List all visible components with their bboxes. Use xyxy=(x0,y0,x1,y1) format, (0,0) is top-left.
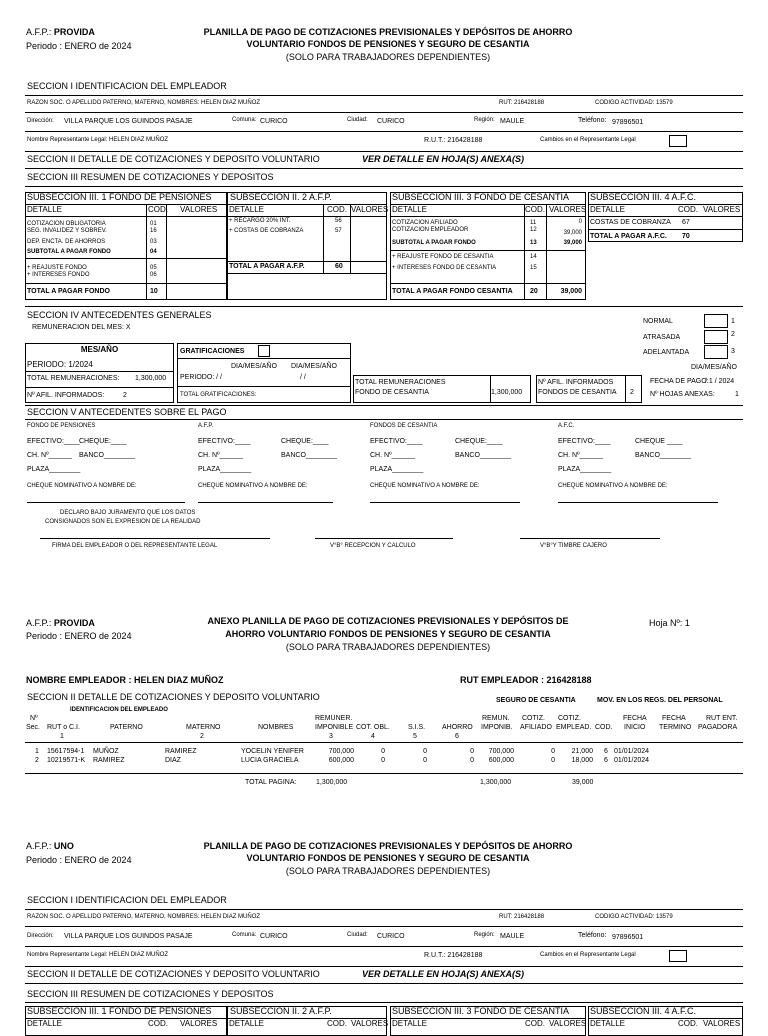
h-imponib: IMPONIB. xyxy=(481,724,513,731)
sub1-total-code: 10 xyxy=(150,288,158,295)
sub1-row: + INTERESES FONDO xyxy=(27,272,90,278)
sub1-code: 03 xyxy=(150,239,157,245)
sub1-row: COTIZACION OBLIGATORIA xyxy=(27,221,106,227)
section-1-title: SECCION I IDENTIFICACION DEL EMPLEADOR xyxy=(27,81,227,91)
p3-sub4-title: SUBSECCION III. 4 A.F.C. xyxy=(590,1006,697,1016)
table-row-cot: 0 xyxy=(381,757,385,764)
pay-ch: CH. Nº______ xyxy=(558,452,603,459)
sub4-title: SUBSECCION III. 4 A.F.C. xyxy=(590,192,697,202)
h-rut-ent: RUT ENT. xyxy=(706,715,738,722)
pay-col-title: A.F.P. xyxy=(198,423,214,429)
sub3-row: SUBTOTAL A PAGAR FONDO xyxy=(392,240,476,246)
h-paterno: PATERNO xyxy=(110,724,143,731)
pay-efectivo: EFECTIVO:____ xyxy=(198,438,251,445)
sub3-value: 0 xyxy=(578,219,582,225)
sub2-row: + RECARGO 20% INT. xyxy=(229,218,291,224)
sub3-total-value: 39,000 xyxy=(560,288,582,295)
periodo: Periodo : ENERO de 2024 xyxy=(26,41,132,51)
sub4-h-detalle: DETALLE xyxy=(590,205,625,214)
table-row-ahorro: 0 xyxy=(470,757,474,764)
pay-nominativo: CHEQUE NOMINATIVO A NOMBRE DE: xyxy=(27,483,137,489)
sub4-h-valores: VALORES xyxy=(703,205,741,214)
region-label: Región: xyxy=(474,117,495,123)
sub3-code: 12 xyxy=(530,227,537,233)
p3-telefono: 97896501 xyxy=(612,934,644,941)
p3-sub2-h-detalle: DETALLE xyxy=(229,1019,264,1028)
p3-sub1-h-valores: VALORES xyxy=(180,1019,218,1028)
declaracion-2: CONSIGNADOS SON EL EXPRESION DE LA REALIDAD xyxy=(45,519,201,525)
table-row-cod: 6 xyxy=(604,757,608,764)
p3-comuna: CURICO xyxy=(260,933,288,940)
anexo-afp-value: PROVIDA xyxy=(53,618,95,628)
section-3-title: SECCION III RESUMEN DE COTIZACIONES Y DEPOSITOS xyxy=(27,172,274,182)
p3-ver-detalle: VER DETALLE EN HOJA(S) ANEXA(S) xyxy=(362,969,525,979)
pay-efectivo: EFECTIVO:____ xyxy=(370,438,423,445)
p3-sub1-h-detalle: DETALLE xyxy=(27,1019,62,1028)
p3-razon: RAZON SOC. O APELLIDO PATERNO, MATERNO, NOMBRES: HELEN DIAZ MUÑOZ xyxy=(27,914,261,920)
nafil-ces-label: Nº AFIL. INFORMADOS xyxy=(538,379,614,386)
p3-representante: Nombre Representante Legal: HELEN DIAZ MUÑOZ xyxy=(27,952,169,958)
h-empleador: EMPLEAD. xyxy=(556,724,592,731)
h-afiliado: AFILIADO xyxy=(520,724,552,731)
p3-afp-label: A.F.P.: UNO xyxy=(26,841,74,851)
nombre-empleador: NOMBRE EMPLEADOR : HELEN DIAZ MUÑOZ xyxy=(26,675,224,685)
pay-cheque: CHEQUE ____ xyxy=(635,438,683,445)
pay-col-title: FONDOS DE CESANTIA xyxy=(370,423,438,429)
sub3-h-valores: VALORES xyxy=(549,205,587,214)
p3-sub2-title: SUBSECCION II. 2 A.F.P. xyxy=(230,1006,332,1016)
h-num: 4 xyxy=(371,733,375,740)
h-cotiz-afiliado: COTIZ. xyxy=(522,715,545,722)
p3-afp-value: UNO xyxy=(53,841,74,851)
table-row-rem: 700,000 xyxy=(328,748,354,755)
h-materno: MATERNO xyxy=(186,724,221,731)
pay-plaza: PLAZA________ xyxy=(370,466,424,473)
h-remuner: REMUNER. xyxy=(315,715,353,722)
pay-efectivo: EFECTIVO:____ xyxy=(558,438,611,445)
sub3-code: 13 xyxy=(530,240,537,246)
sub4-total: TOTAL A PAGAR A.F.C. xyxy=(590,233,667,240)
normal-box[interactable] xyxy=(704,314,728,328)
sub2-row: + COSTAS DE COBRANZA xyxy=(229,228,304,234)
pay-ch: CH. Nº______ xyxy=(198,452,243,459)
sub3-title: SUBSECCION III. 3 FONDO DE CESANTIA xyxy=(392,192,570,202)
periodo-grat-2: / / xyxy=(300,374,306,381)
section-2-title: SECCION II DETALLE DE COTIZACIONES Y DEPOSITO VOLUNTARIO xyxy=(27,154,320,164)
identificacion-empleado: IDENTIFICACION DEL EMPLEADO xyxy=(70,707,168,713)
fondos-ces-label: FONDOS DE CESANTIA xyxy=(538,389,617,396)
sub1-row: SUBTOTAL A PAGAR FONDO xyxy=(27,249,111,255)
p3-title-2: VOLUNTARIO FONDOS DE PENSIONES Y SEGURO DE CESANTIA xyxy=(246,853,530,863)
telefono: 97896501 xyxy=(612,119,644,126)
sub4-h-cod: COD. xyxy=(678,205,698,214)
page-title: PLANILLA DE PAGO DE COTIZACIONES PREVISIONALES Y DEPÓSITOS DE AHORRO xyxy=(203,27,573,37)
pay-banco: BANCO________ xyxy=(635,452,692,459)
table-row-empl: 18,000 xyxy=(571,757,593,764)
p3-cambios-checkbox[interactable] xyxy=(669,950,687,962)
p3-sub4-h-cod: COD. xyxy=(678,1019,698,1028)
h-num: 6 xyxy=(455,733,459,740)
sub1-row: DEP. ENCTA. DE AHORROS xyxy=(27,239,106,245)
pay-cheque: CHEQUE:____ xyxy=(281,438,329,445)
pay-plaza: PLAZA________ xyxy=(27,466,81,473)
table-row-paterno: RAMIREZ xyxy=(93,757,125,764)
total-rem-value: 1,300,000 xyxy=(135,375,167,382)
p3-sub1-h-cod: COD. xyxy=(148,1019,168,1028)
sub3-total: TOTAL A PAGAR FONDO CESANTIA xyxy=(392,288,513,295)
h-num: 3 xyxy=(329,733,333,740)
p3-ciudad-label: Ciudad: xyxy=(347,932,368,938)
section-4-title: SECCION IV ANTECEDENTES GENERALES xyxy=(27,310,212,320)
pay-cheque: CHEQUE:____ xyxy=(455,438,503,445)
pay-plaza: PLAZA________ xyxy=(198,466,252,473)
afp-label: A.F.P.: PROVIDA xyxy=(26,27,95,37)
mes-ano-label: MES/AÑO xyxy=(80,345,119,354)
dia-mes-ano-1: DIA/MES/AÑO xyxy=(231,363,277,370)
adelantada-num: 3 xyxy=(731,348,735,355)
p3-region-label: Región: xyxy=(474,932,495,938)
sub1-code: 01 xyxy=(150,221,157,227)
anexo-title: ANEXO PLANILLA DE PAGO DE COTIZACIONES PREVISIONALES Y DEPÓSITOS DE xyxy=(207,616,569,626)
periodo-grat: PERIODO: / / xyxy=(180,374,223,381)
h-ahorro: AHORRO xyxy=(442,724,473,731)
pay-nominativo: CHEQUE NOMINATIVO A NOMBRE DE: xyxy=(370,483,480,489)
sub1-code: 05 xyxy=(150,265,157,271)
anexo-title-2: AHORRO VOLUNTARIO FONDOS DE PENSIONES Y SEGURO DE CESANTIA xyxy=(225,629,551,639)
ciudad: CURICO xyxy=(377,118,405,125)
p3-sub3-h-detalle: DETALLE xyxy=(392,1019,427,1028)
sub2-h-cod: COD. xyxy=(327,205,347,214)
periodo-value: PERIODO: 1/2024 xyxy=(27,360,93,369)
h-n: Nº xyxy=(30,715,38,722)
p3-section-3: SECCION III RESUMEN DE COTIZACIONES Y DEPOSITOS xyxy=(27,989,274,999)
adelantada-box[interactable] xyxy=(704,345,728,359)
p3-sub1-title: SUBSECCION III. 1 FONDO DE PENSIONES xyxy=(27,1006,212,1016)
rut-representante: R.U.T.: 216428188 xyxy=(424,137,483,144)
pay-efectivo: EFECTIVO:____ xyxy=(27,438,80,445)
h-cot-obl: COT. OBL. xyxy=(356,724,390,731)
p3-subtitle: (SOLO PARA TRABAJADORES DEPENDIENTES) xyxy=(285,866,491,876)
rut: RUT: 216428188 xyxy=(499,100,545,106)
nafil-ces-value: 2 xyxy=(630,389,634,396)
pay-col-title: FONDO DE PENSIONES xyxy=(27,423,96,429)
cambios-representante: Cambios en el Representante Legal xyxy=(540,137,636,143)
p3-sub4-h-valores: VALORES xyxy=(703,1019,741,1028)
table-row-rut: 10219571-K xyxy=(47,757,86,764)
table-row-fecha-inicio: 01/01/2024 xyxy=(614,757,650,764)
sub3-h-cod: COD. xyxy=(525,205,545,214)
h-sec: Sec. xyxy=(26,724,41,731)
sub3-code: 11 xyxy=(530,220,537,226)
sub4-code: 67 xyxy=(682,219,690,226)
sub1-row: SEG. INVALIDEZ Y SOBREV. xyxy=(27,228,107,234)
h-termino: TERMINO xyxy=(659,724,692,731)
atrasada-num: 2 xyxy=(731,331,735,338)
sub1-total: TOTAL A PAGAR FONDO xyxy=(27,288,110,295)
table-row-n: 2 xyxy=(35,757,39,764)
table-row-remun: 600,000 xyxy=(488,757,514,764)
normal-label: NORMAL xyxy=(643,318,673,325)
h-sis: S.I.S. xyxy=(408,724,426,731)
codigo-actividad: CODIGO ACTIVIDAD: 13579 xyxy=(595,100,673,106)
sub1-code: 06 xyxy=(150,272,157,278)
table-row-fecha-inicio: 01/01/2024 xyxy=(614,748,650,755)
pay-ch: CH. Nº______ xyxy=(370,452,415,459)
normal-num: 1 xyxy=(731,318,735,325)
sub2-total-code: 60 xyxy=(335,263,343,270)
p3-ciudad: CURICO xyxy=(377,933,405,940)
table-row-remun: 700,000 xyxy=(488,748,514,755)
sub1-row: + REAJUSTE FONDO xyxy=(27,265,87,271)
seguro-cesantia: SEGURO DE CESANTIA xyxy=(496,697,576,704)
nafil-value: 2 xyxy=(123,392,127,399)
p3-section-2: SECCION II DETALLE DE COTIZACIONES Y DEPOSITO VOLUNTARIO xyxy=(27,969,320,979)
anexo-section-2: SECCION II DETALLE DE COTIZACIONES Y DEPOSITO VOLUNTARIO xyxy=(27,692,320,702)
sub3-h-detalle: DETALLE xyxy=(392,205,427,214)
declaracion-1: DECLARO BAJO JURAMENTO QUE LOS DATOS xyxy=(60,510,196,516)
razon-social: RAZON SOC. O APELLIDO PATERNO, MATERNO, NOMBRES: HELEN DIAZ MUÑOZ xyxy=(27,100,261,106)
sub3-row: COTIZACION AFILIADO xyxy=(392,220,458,226)
table-row-sis: 0 xyxy=(423,757,427,764)
mov-registros: MOV. EN LOS REGS. DEL PERSONAL xyxy=(597,697,723,704)
pay-banco: BANCO________ xyxy=(455,452,512,459)
h-remun: REMUN. xyxy=(482,715,510,722)
h-fecha-termino: FECHA xyxy=(662,715,686,722)
table-row-paterno: MUÑOZ xyxy=(93,748,119,755)
direccion: VILLA PARQUE LOS GUINDOS PASAJE xyxy=(64,118,193,125)
table-row-afil: 0 xyxy=(551,748,555,755)
anexo-hoja: Hoja Nº: 1 xyxy=(649,618,690,628)
h-cotiz-empleador: COTIZ. xyxy=(558,715,581,722)
total-rem-label: TOTAL REMUNERACIONES: xyxy=(27,375,120,382)
adelantada-label: ADELANTADA xyxy=(643,349,690,356)
sub2-h-valores: VALORES xyxy=(351,205,389,214)
pay-col-title: A.F.C. xyxy=(558,423,575,429)
p3-direccion: VILLA PARQUE LOS GUINDOS PASAJE xyxy=(64,933,193,940)
total-pagina-rem: 1,300,000 xyxy=(316,779,348,786)
table-row-rut: 15617594-1 xyxy=(47,748,85,755)
p3-section-1: SECCION I IDENTIFICACION DEL EMPLEADOR xyxy=(27,895,227,905)
sub2-code: 57 xyxy=(335,228,342,234)
sub1-code: 16 xyxy=(150,228,157,234)
sub1-code: 04 xyxy=(150,249,157,255)
p3-sub3-title: SUBSECCION III. 3 FONDO DE CESANTIA xyxy=(392,1006,570,1016)
p3-sub4-h-detalle: DETALLE xyxy=(590,1019,625,1028)
gratificaciones-checkbox[interactable] xyxy=(258,345,270,357)
table-row-cod: 6 xyxy=(604,748,608,755)
h-imponible: IMPONIBLE xyxy=(315,724,354,731)
fecha-pago-value: / 1 / 2024 xyxy=(705,378,735,385)
h-num: 1 xyxy=(60,733,64,740)
comuna-label: Comuna: xyxy=(232,117,257,123)
pay-cheque: CHEQUE:____ xyxy=(79,438,127,445)
total-pagina-remun: 1,300,000 xyxy=(480,779,512,786)
pay-nominativo: CHEQUE NOMINATIVO A NOMBRE DE: xyxy=(198,483,308,489)
sub1-title: SUBSECCION III. 1 FONDO DE PENSIONES xyxy=(27,192,212,202)
p3-cambios: Cambios en el Representante Legal xyxy=(540,952,636,958)
total-rem-ces-value: 1,300,000 xyxy=(491,389,523,396)
section-5-title: SECCION V ANTECEDENTES SOBRE EL PAGO xyxy=(27,407,227,417)
p3-sub2-h-valores: VALORES xyxy=(351,1019,389,1028)
sub2-title: SUBSECCION II. 2 A.F.P. xyxy=(230,192,332,202)
sub3-row: + REAJUSTE FONDO DE CESANTIA xyxy=(392,254,494,260)
rut-empleador: RUT EMPLEADOR : 216428188 xyxy=(460,675,592,685)
h-rut: RUT o C.I. xyxy=(47,724,80,731)
region: MAULE xyxy=(500,118,525,125)
table-row-cot: 0 xyxy=(381,748,385,755)
pay-plaza: PLAZA________ xyxy=(558,466,612,473)
nhojas-value: 1 xyxy=(735,391,739,398)
fondo-ces-label: FONDO DE CESANTIA xyxy=(355,389,429,396)
ciudad-label: Ciudad: xyxy=(347,117,368,123)
representante-legal: Nombre Representante Legal: HELEN DIAZ MUÑOZ xyxy=(27,137,169,143)
dia-mes-ano-2: DIA/MES/AÑO xyxy=(291,363,337,370)
p3-comuna-label: Comuna: xyxy=(232,932,257,938)
pay-banco: BANCO________ xyxy=(79,452,136,459)
sub1-h-cod: COD. xyxy=(148,205,168,214)
table-row-nombres: LUCIA GRACIELA xyxy=(241,757,299,764)
remuneracion-mes: REMUNERACION DEL MES: X xyxy=(32,324,131,331)
table-row-n: 1 xyxy=(35,748,39,755)
sub3-total-code: 20 xyxy=(530,288,538,295)
vb-timbre: V°B°Y TIMBRE CAJERO xyxy=(540,543,607,549)
sub1-h-valores: VALORES xyxy=(180,205,218,214)
ver-detalle: VER DETALLE EN HOJA(S) ANEXA(S) xyxy=(362,154,525,164)
nafil-label: Nº AFIL. INFORMADOS: xyxy=(27,392,105,399)
sub1-h-detalle: DETALLE xyxy=(27,205,62,214)
page-subtitle: (SOLO PARA TRABAJADORES DEPENDIENTES) xyxy=(285,52,491,62)
h-fecha-inicio: FECHA xyxy=(623,715,647,722)
fecha-pago-label: FECHA DE PAGO: xyxy=(650,378,709,385)
sub2-code: 56 xyxy=(335,218,342,224)
table-row-empl: 21,000 xyxy=(571,748,593,755)
total-pagina-empl: 39,000 xyxy=(572,779,594,786)
h-num: 2 xyxy=(200,733,204,740)
sub3-value: 39,000 xyxy=(563,240,582,246)
h-num: 5 xyxy=(413,733,417,740)
telefono-label: Teléfono: xyxy=(578,117,607,124)
total-rem-ces-label: TOTAL REMUNERACIONES xyxy=(355,379,446,386)
sub3-value: 39,000 xyxy=(563,230,582,236)
p3-sub2-h-cod: COD. xyxy=(327,1019,347,1028)
h-cod: COD. xyxy=(595,724,613,731)
nhojas-label: Nº HOJAS ANEXAS: xyxy=(650,391,715,398)
table-row-nombres: YOCELIN YENIFER xyxy=(241,748,304,755)
gratificaciones-label: GRATIFICACIONES xyxy=(180,348,245,355)
cambios-checkbox[interactable] xyxy=(669,135,687,147)
p3-title: PLANILLA DE PAGO DE COTIZACIONES PREVISIONALES Y DEPÓSITOS DE AHORRO xyxy=(203,841,573,851)
table-row-ahorro: 0 xyxy=(470,748,474,755)
sub4-row: COSTAS DE COBRANZA xyxy=(590,219,671,226)
pay-ch: CH. Nº______ xyxy=(27,452,72,459)
table-row-materno: RAMIREZ xyxy=(165,748,197,755)
p3-rut: RUT: 216428188 xyxy=(499,914,545,920)
anexo-afp-label: A.F.P.: PROVIDA xyxy=(26,618,95,628)
p3-codigo: CODIGO ACTIVIDAD: 13579 xyxy=(595,914,673,920)
firma-empleador: FIRMA DEL EMPLEADOR O DEL REPRESENTANTE LEGAL xyxy=(52,543,218,549)
page-title-2: VOLUNTARIO FONDOS DE PENSIONES Y SEGURO DE CESANTIA xyxy=(246,39,530,49)
table-row-sis: 0 xyxy=(423,748,427,755)
comuna: CURICO xyxy=(260,118,288,125)
vb-recepcion: V°B° RECEPCION Y CALCULO xyxy=(330,543,416,549)
h-inicio: INICIO xyxy=(624,724,646,731)
h-nombres: NOMBRES xyxy=(258,724,294,731)
p3-sub3-h-cod: COD. xyxy=(525,1019,545,1028)
sub3-row: COTIZACION EMPLEADOR xyxy=(392,227,469,233)
table-row-materno: DIAZ xyxy=(165,757,181,764)
h-pagadora: PAGADORA xyxy=(698,724,738,731)
sub3-code: 14 xyxy=(530,254,537,260)
afp-value: PROVIDA xyxy=(53,27,95,37)
p3-region: MAULE xyxy=(500,933,525,940)
atrasada-box[interactable] xyxy=(704,330,728,344)
table-row-rem: 600,000 xyxy=(328,757,354,764)
sub3-code: 15 xyxy=(530,265,537,271)
sub2-h-detalle: DETALLE xyxy=(229,205,264,214)
sub3-row: + INTERESES FONDO DE CESANTIA xyxy=(392,265,497,271)
p3-sub3-h-valores: VALORES xyxy=(549,1019,587,1028)
atrasada-label: ATRASADA xyxy=(643,334,681,341)
total-pagina-label: TOTAL PAGINA: xyxy=(245,779,297,786)
p3-periodo: Periodo : ENERO de 2024 xyxy=(26,855,132,865)
p3-telefono-label: Teléfono: xyxy=(578,932,607,939)
table-row-afil: 0 xyxy=(551,757,555,764)
anexo-periodo: Periodo : ENERO de 2024 xyxy=(26,631,132,641)
dia-mes-ano-pago: DIA/MES/AÑO xyxy=(691,364,737,371)
total-gratificaciones: TOTAL GRATIFICACIONES: xyxy=(180,392,257,398)
pay-banco: BANCO________ xyxy=(281,452,338,459)
direccion-label: Dirección: xyxy=(27,118,54,124)
sub4-total-code: 70 xyxy=(682,233,690,240)
p3-direccion-label: Dirección: xyxy=(27,933,54,939)
pay-nominativo: CHEQUE NOMINATIVO A NOMBRE DE: xyxy=(558,483,668,489)
anexo-subtitle: (SOLO PARA TRABAJADORES DEPENDIENTES) xyxy=(285,642,491,652)
sub2-total: TOTAL A PAGAR A.F.P. xyxy=(229,263,305,270)
p3-rut-representante: R.U.T.: 216428188 xyxy=(424,952,483,959)
